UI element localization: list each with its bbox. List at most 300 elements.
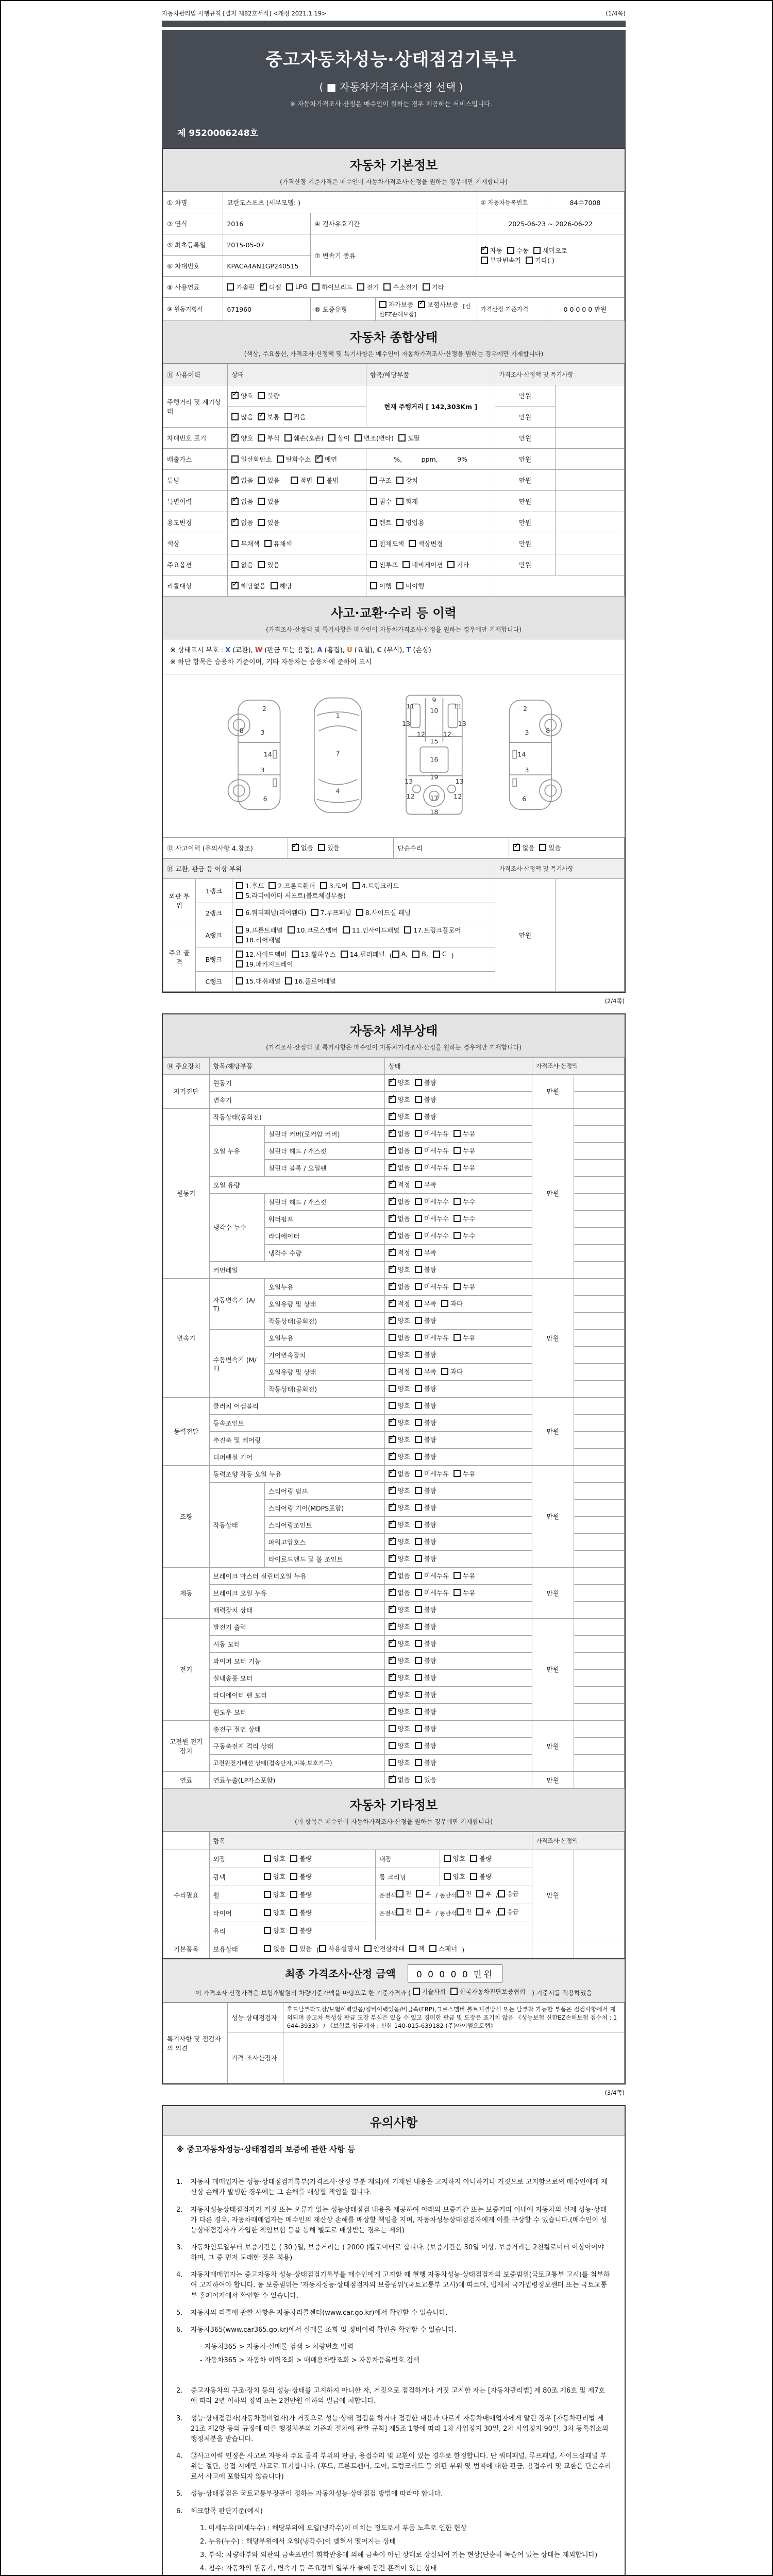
checkbox-option[interactable] (311, 908, 351, 917)
checked-checkbox-icon[interactable] (231, 434, 239, 442)
checkbox-option[interactable] (312, 282, 352, 292)
checked-checkbox-icon[interactable] (389, 1776, 396, 1783)
unchecked-checkbox-icon[interactable] (441, 1300, 448, 1307)
checkbox-option[interactable] (415, 1707, 436, 1716)
checkbox-option[interactable] (258, 560, 279, 569)
checkbox-option[interactable] (364, 1944, 405, 1953)
unchecked-checkbox-icon[interactable] (415, 1402, 422, 1409)
checkbox-option[interactable] (453, 1588, 475, 1597)
unchecked-checkbox-icon[interactable] (415, 1521, 422, 1528)
checkbox-option[interactable] (415, 1214, 449, 1223)
checkbox-option[interactable] (396, 1908, 411, 1916)
unchecked-checkbox-icon[interactable] (453, 1198, 461, 1205)
checked-checkbox-icon[interactable] (389, 1266, 396, 1273)
checkbox-option[interactable] (389, 1197, 410, 1206)
checkbox-option[interactable] (415, 1690, 436, 1699)
checkbox-option[interactable] (258, 497, 279, 506)
checkbox-option[interactable] (389, 1503, 410, 1512)
unchecked-checkbox-icon[interactable] (264, 1873, 271, 1880)
checkbox-option[interactable] (415, 1299, 436, 1308)
unchecked-checkbox-icon[interactable] (290, 1891, 297, 1898)
unchecked-checkbox-icon[interactable] (277, 455, 284, 463)
unchecked-checkbox-icon[interactable] (415, 1283, 422, 1290)
unchecked-checkbox-icon[interactable] (311, 909, 318, 916)
checkbox-option[interactable] (415, 1775, 436, 1784)
checked-checkbox-icon[interactable] (389, 1589, 396, 1596)
checkbox-option[interactable] (292, 843, 313, 852)
checked-checkbox-icon[interactable] (315, 455, 323, 463)
unchecked-checkbox-icon[interactable] (415, 1453, 422, 1460)
checked-checkbox-icon[interactable] (231, 392, 239, 399)
checkbox-option[interactable] (498, 1890, 518, 1898)
unchecked-checkbox-icon[interactable] (415, 1759, 422, 1766)
checkbox-option[interactable] (389, 1316, 410, 1325)
unchecked-checkbox-icon[interactable] (415, 1351, 422, 1358)
unchecked-checkbox-icon[interactable] (415, 1164, 422, 1171)
checkbox-option[interactable] (415, 1554, 436, 1563)
checkbox-option[interactable] (415, 1265, 436, 1274)
checkbox-option[interactable] (319, 1944, 359, 1953)
checkbox-option[interactable] (286, 283, 308, 291)
unchecked-checkbox-icon[interactable] (236, 892, 243, 899)
checkbox-option[interactable] (415, 1486, 436, 1495)
checkbox-option[interactable] (453, 1571, 475, 1580)
checkbox-option[interactable] (264, 1872, 285, 1881)
checkbox-option[interactable] (389, 1741, 410, 1750)
unchecked-checkbox-icon[interactable] (364, 1945, 372, 1952)
unchecked-checkbox-icon[interactable] (264, 540, 272, 547)
unchecked-checkbox-icon[interactable] (328, 434, 335, 442)
unchecked-checkbox-icon[interactable] (396, 1890, 404, 1897)
unchecked-checkbox-icon[interactable] (389, 1351, 396, 1358)
checkbox-option[interactable] (470, 1854, 492, 1863)
checked-checkbox-icon[interactable] (389, 1317, 396, 1324)
checkbox-option[interactable] (457, 1890, 472, 1898)
unchecked-checkbox-icon[interactable] (415, 1317, 422, 1324)
checked-checkbox-icon[interactable] (389, 1674, 396, 1681)
checkbox-option[interactable] (415, 1622, 436, 1631)
unchecked-checkbox-icon[interactable] (415, 1487, 422, 1494)
unchecked-checkbox-icon[interactable] (268, 882, 276, 889)
checkbox-option[interactable] (453, 1469, 475, 1478)
checkbox-option[interactable] (389, 1129, 410, 1138)
unchecked-checkbox-icon[interactable] (389, 1368, 396, 1375)
checkbox-option[interactable] (415, 1758, 436, 1767)
checkbox-option[interactable] (453, 1282, 475, 1291)
checkbox-option[interactable] (389, 1418, 410, 1427)
checkbox-option[interactable] (389, 1758, 410, 1767)
checkbox-option[interactable] (415, 1503, 436, 1512)
unchecked-checkbox-icon[interactable] (290, 1909, 297, 1916)
unchecked-checkbox-icon[interactable] (236, 926, 243, 934)
checkbox-option[interactable] (453, 1163, 475, 1172)
unchecked-checkbox-icon[interactable] (231, 540, 239, 547)
unchecked-checkbox-icon[interactable] (415, 1555, 422, 1562)
checkbox-option[interactable] (389, 1180, 410, 1189)
checkbox-option[interactable] (409, 539, 443, 548)
unchecked-checkbox-icon[interactable] (264, 1927, 271, 1934)
checkbox-option[interactable] (389, 1622, 410, 1631)
checked-checkbox-icon[interactable] (389, 1555, 396, 1562)
checkbox-option[interactable] (398, 433, 420, 443)
checkbox-option[interactable] (389, 1435, 410, 1444)
unchecked-checkbox-icon[interactable] (284, 434, 292, 442)
unchecked-checkbox-icon[interactable] (470, 1873, 477, 1880)
checkbox-option[interactable] (258, 476, 279, 485)
unchecked-checkbox-icon[interactable] (370, 519, 377, 526)
checkbox-option[interactable] (415, 1401, 436, 1410)
unchecked-checkbox-icon[interactable] (415, 1385, 422, 1392)
checkbox-option[interactable] (370, 518, 392, 527)
checkbox-option[interactable] (415, 1724, 436, 1733)
checkbox-option[interactable] (357, 282, 379, 292)
checkbox-option[interactable] (415, 1350, 436, 1359)
unchecked-checkbox-icon[interactable] (356, 909, 363, 916)
checkbox-option[interactable] (418, 300, 458, 309)
checkbox-option[interactable] (415, 1248, 436, 1257)
checkbox-option[interactable] (444, 1854, 465, 1863)
checkbox-option[interactable] (389, 1537, 410, 1546)
checkbox-option[interactable] (355, 433, 394, 443)
unchecked-checkbox-icon[interactable] (312, 283, 320, 291)
unchecked-checkbox-icon[interactable] (453, 1232, 461, 1239)
checkbox-option[interactable] (404, 925, 461, 935)
checked-checkbox-icon[interactable] (231, 477, 239, 484)
unchecked-checkbox-icon[interactable] (453, 1147, 461, 1154)
unchecked-checkbox-icon[interactable] (355, 434, 362, 442)
unchecked-checkbox-icon[interactable] (258, 519, 265, 526)
checkbox-option[interactable] (291, 476, 312, 485)
checkbox-option[interactable] (320, 881, 348, 890)
checkbox-option[interactable] (290, 1854, 312, 1863)
checkbox-option[interactable] (389, 1112, 410, 1121)
checkbox-option[interactable] (356, 908, 411, 917)
checkbox-option[interactable] (441, 1367, 463, 1376)
checkbox-option[interactable] (453, 1129, 475, 1138)
checked-checkbox-icon[interactable] (258, 413, 265, 420)
unchecked-checkbox-icon[interactable] (236, 977, 243, 985)
checkbox-option[interactable] (447, 560, 469, 569)
checkbox-option[interactable] (264, 1926, 285, 1935)
checkbox-option[interactable] (453, 1197, 475, 1206)
unchecked-checkbox-icon[interactable] (415, 1130, 422, 1137)
unchecked-checkbox-icon[interactable] (453, 1215, 461, 1222)
unchecked-checkbox-icon[interactable] (236, 882, 243, 889)
checkbox-option[interactable] (328, 433, 350, 443)
checked-checkbox-icon[interactable] (389, 1436, 396, 1443)
checkbox-option[interactable] (415, 1656, 436, 1665)
unchecked-checkbox-icon[interactable] (415, 1113, 422, 1120)
checkbox-option[interactable] (231, 433, 253, 443)
unchecked-checkbox-icon[interactable] (415, 1776, 422, 1783)
checkbox-option[interactable] (415, 1435, 436, 1444)
unchecked-checkbox-icon[interactable] (533, 247, 541, 254)
checkbox-option[interactable] (285, 976, 335, 986)
checkbox-option[interactable] (236, 935, 280, 944)
checked-checkbox-icon[interactable] (389, 1283, 396, 1290)
unchecked-checkbox-icon[interactable] (288, 926, 295, 934)
checkbox-option[interactable] (258, 433, 279, 443)
checked-checkbox-icon[interactable] (389, 1096, 396, 1103)
unchecked-checkbox-icon[interactable] (285, 977, 292, 985)
checkbox-option[interactable] (415, 1078, 436, 1087)
checkbox-option[interactable] (315, 454, 337, 464)
checkbox-option[interactable] (258, 518, 279, 527)
checkbox-option[interactable] (290, 1908, 312, 1917)
unchecked-checkbox-icon[interactable] (236, 909, 243, 916)
checkbox-option[interactable] (396, 518, 424, 527)
checkbox-option[interactable] (236, 925, 282, 935)
unchecked-checkbox-icon[interactable] (476, 1908, 483, 1916)
checkbox-option[interactable] (231, 539, 259, 548)
unchecked-checkbox-icon[interactable] (370, 498, 377, 505)
unchecked-checkbox-icon[interactable] (292, 951, 299, 958)
unchecked-checkbox-icon[interactable] (415, 1198, 422, 1205)
checkbox-option[interactable] (389, 1673, 410, 1682)
unchecked-checkbox-icon[interactable] (415, 1368, 422, 1375)
checkbox-option[interactable] (415, 1112, 436, 1121)
checkbox-option[interactable] (231, 454, 272, 464)
checked-checkbox-icon[interactable] (389, 1300, 396, 1307)
checkbox-option[interactable] (370, 581, 392, 590)
unchecked-checkbox-icon[interactable] (415, 1215, 422, 1222)
checkbox-option[interactable] (389, 1333, 410, 1342)
unchecked-checkbox-icon[interactable] (415, 1674, 422, 1681)
unchecked-checkbox-icon[interactable] (290, 1927, 297, 1934)
checkbox-option[interactable] (231, 518, 253, 527)
checkbox-option[interactable] (389, 1452, 410, 1461)
unchecked-checkbox-icon[interactable] (429, 1945, 436, 1952)
unchecked-checkbox-icon[interactable] (415, 1232, 422, 1239)
checkbox-option[interactable] (236, 891, 346, 900)
unchecked-checkbox-icon[interactable] (271, 582, 278, 589)
checked-checkbox-icon[interactable] (513, 844, 520, 851)
checked-checkbox-icon[interactable] (389, 1249, 396, 1256)
unchecked-checkbox-icon[interactable] (423, 283, 430, 291)
checkbox-option[interactable] (231, 497, 253, 506)
checkbox-option[interactable] (231, 412, 253, 421)
unchecked-checkbox-icon[interactable] (453, 1470, 461, 1477)
checkbox-option[interactable] (396, 476, 418, 485)
checkbox-option[interactable] (290, 1872, 312, 1881)
checkbox-option[interactable] (264, 539, 292, 548)
unchecked-checkbox-icon[interactable] (231, 455, 239, 463)
unchecked-checkbox-icon[interactable] (415, 1334, 422, 1341)
unchecked-checkbox-icon[interactable] (507, 247, 514, 254)
unchecked-checkbox-icon[interactable] (444, 1855, 451, 1862)
checkbox-option[interactable] (470, 1872, 492, 1881)
checkbox-option[interactable] (389, 1265, 410, 1274)
checkbox-option[interactable] (389, 1384, 410, 1393)
unchecked-checkbox-icon[interactable] (396, 1908, 404, 1916)
unchecked-checkbox-icon[interactable] (444, 1873, 451, 1880)
checked-checkbox-icon[interactable] (260, 283, 267, 291)
checked-checkbox-icon[interactable] (389, 1470, 396, 1477)
unchecked-checkbox-icon[interactable] (453, 1164, 461, 1171)
checkbox-option[interactable] (284, 412, 306, 421)
checkbox-option[interactable] (271, 581, 292, 590)
checkbox-option[interactable] (389, 1486, 410, 1495)
unchecked-checkbox-icon[interactable] (453, 1589, 461, 1596)
checkbox-option[interactable] (507, 246, 529, 255)
checkbox-option[interactable] (389, 1724, 410, 1733)
checkbox-option[interactable] (389, 1656, 410, 1665)
unchecked-checkbox-icon[interactable] (389, 1385, 396, 1392)
checkbox-option[interactable] (423, 282, 444, 292)
unchecked-checkbox-icon[interactable] (415, 1742, 422, 1749)
checkbox-option[interactable] (429, 1944, 457, 1953)
checkbox-option[interactable] (415, 1384, 436, 1393)
unchecked-checkbox-icon[interactable] (264, 1891, 271, 1898)
unchecked-checkbox-icon[interactable] (396, 477, 404, 484)
checkbox-option[interactable] (317, 476, 339, 485)
unchecked-checkbox-icon[interactable] (453, 1283, 461, 1290)
checkbox-option[interactable] (444, 1872, 465, 1881)
unchecked-checkbox-icon[interactable] (409, 1945, 416, 1952)
unchecked-checkbox-icon[interactable] (415, 1300, 422, 1307)
checked-checkbox-icon[interactable] (389, 1606, 396, 1613)
checkbox-option[interactable] (370, 476, 392, 485)
checkbox-option[interactable] (396, 581, 424, 590)
unchecked-checkbox-icon[interactable] (415, 1436, 422, 1443)
unchecked-checkbox-icon[interactable] (416, 1890, 423, 1897)
checkbox-option[interactable] (231, 560, 253, 569)
checkbox-option[interactable] (526, 256, 554, 265)
unchecked-checkbox-icon[interactable] (415, 1096, 422, 1103)
unchecked-checkbox-icon[interactable] (415, 1589, 422, 1596)
unchecked-checkbox-icon[interactable] (415, 1181, 422, 1188)
checkbox-option[interactable] (389, 1469, 410, 1478)
unchecked-checkbox-icon[interactable] (413, 1988, 420, 1995)
unchecked-checkbox-icon[interactable] (476, 1890, 483, 1897)
checkbox-option[interactable] (415, 1418, 436, 1427)
checkbox-option[interactable] (476, 1890, 491, 1898)
checkbox-option[interactable] (533, 246, 567, 255)
checked-checkbox-icon[interactable] (481, 247, 488, 254)
checkbox-option[interactable] (290, 1926, 312, 1935)
checkbox-option[interactable] (258, 412, 279, 421)
checkbox-option[interactable] (264, 1908, 285, 1917)
checkbox-option[interactable] (396, 497, 418, 506)
checkbox-option[interactable] (415, 1316, 436, 1325)
unchecked-checkbox-icon[interactable] (415, 1572, 422, 1579)
checkbox-option[interactable] (389, 1367, 410, 1376)
checkbox-option[interactable] (498, 1908, 518, 1916)
unchecked-checkbox-icon[interactable] (450, 1988, 458, 1995)
checkbox-option[interactable] (416, 1890, 431, 1898)
checked-checkbox-icon[interactable] (389, 1419, 396, 1426)
checkbox-option[interactable] (396, 1890, 411, 1898)
checkbox-option[interactable] (481, 256, 521, 265)
checkbox-option[interactable] (413, 1987, 446, 1996)
unchecked-checkbox-icon[interactable] (396, 582, 404, 589)
checked-checkbox-icon[interactable] (389, 1147, 396, 1154)
unchecked-checkbox-icon[interactable] (415, 1470, 422, 1477)
unchecked-checkbox-icon[interactable] (415, 1504, 422, 1511)
unchecked-checkbox-icon[interactable] (389, 1742, 396, 1749)
checked-checkbox-icon[interactable] (389, 1181, 396, 1188)
checkbox-option[interactable] (389, 1214, 410, 1223)
unchecked-checkbox-icon[interactable] (291, 477, 298, 484)
unchecked-checkbox-icon[interactable] (290, 1873, 297, 1880)
unchecked-checkbox-icon[interactable] (379, 301, 386, 308)
unchecked-checkbox-icon[interactable] (258, 498, 265, 505)
unchecked-checkbox-icon[interactable] (453, 1130, 461, 1137)
unchecked-checkbox-icon[interactable] (539, 844, 546, 851)
unchecked-checkbox-icon[interactable] (415, 1640, 422, 1647)
checkbox-option[interactable] (415, 1163, 449, 1172)
checkbox-option[interactable] (513, 843, 534, 852)
checked-checkbox-icon[interactable] (292, 844, 299, 851)
unchecked-checkbox-icon[interactable] (370, 540, 377, 547)
checked-checkbox-icon[interactable] (389, 1640, 396, 1647)
unchecked-checkbox-icon[interactable] (231, 561, 239, 568)
unchecked-checkbox-icon[interactable] (231, 413, 239, 420)
unchecked-checkbox-icon[interactable] (284, 413, 292, 420)
checkbox-option[interactable] (389, 1690, 410, 1699)
unchecked-checkbox-icon[interactable] (370, 561, 377, 568)
unchecked-checkbox-icon[interactable] (264, 1909, 271, 1916)
checkbox-option[interactable] (383, 282, 417, 292)
checkbox-option[interactable] (415, 1673, 436, 1682)
checked-checkbox-icon[interactable] (389, 1198, 396, 1205)
checkbox-option[interactable] (318, 843, 340, 852)
checkbox-option[interactable] (415, 1605, 436, 1614)
checkbox-option[interactable] (227, 282, 255, 292)
checkbox-option[interactable] (457, 1908, 472, 1916)
checkbox-option[interactable] (389, 1571, 410, 1580)
checkbox-option[interactable] (389, 1078, 410, 1087)
checkbox-option[interactable] (370, 539, 404, 548)
checkbox-option[interactable] (389, 1401, 410, 1410)
checkbox-option[interactable] (415, 1180, 436, 1189)
checked-checkbox-icon[interactable] (231, 582, 239, 589)
checkbox-option[interactable] (236, 950, 287, 959)
unchecked-checkbox-icon[interactable] (396, 498, 404, 505)
checked-checkbox-icon[interactable] (389, 1487, 396, 1494)
checkbox-option[interactable] (343, 925, 399, 935)
unchecked-checkbox-icon[interactable] (343, 926, 350, 934)
checkbox-option[interactable] (389, 1231, 410, 1240)
unchecked-checkbox-icon[interactable] (264, 1945, 271, 1952)
unchecked-checkbox-icon[interactable] (416, 1908, 423, 1916)
unchecked-checkbox-icon[interactable] (258, 392, 265, 399)
checkbox-option[interactable] (389, 1605, 410, 1614)
unchecked-checkbox-icon[interactable] (415, 1725, 422, 1732)
unchecked-checkbox-icon[interactable] (264, 1855, 271, 1862)
checkbox-option[interactable] (481, 246, 502, 255)
checkbox-option[interactable] (389, 1520, 410, 1529)
checkbox-option[interactable] (290, 1890, 312, 1899)
unchecked-checkbox-icon[interactable] (402, 561, 410, 568)
unchecked-checkbox-icon[interactable] (258, 561, 265, 568)
unchecked-checkbox-icon[interactable] (389, 951, 399, 959)
checkbox-option[interactable] (415, 1452, 436, 1461)
checkbox-option[interactable] (389, 1282, 410, 1291)
unchecked-checkbox-icon[interactable] (398, 434, 406, 442)
unchecked-checkbox-icon[interactable] (341, 951, 348, 958)
checkbox-option[interactable] (415, 1537, 436, 1546)
checked-checkbox-icon[interactable] (389, 1232, 396, 1239)
checkbox-option[interactable] (236, 976, 280, 986)
unchecked-checkbox-icon[interactable] (415, 1249, 422, 1256)
unchecked-checkbox-icon[interactable] (415, 1079, 422, 1086)
unchecked-checkbox-icon[interactable] (236, 960, 243, 968)
unchecked-checkbox-icon[interactable] (415, 1538, 422, 1545)
checkbox-option[interactable] (415, 1095, 436, 1104)
checkbox-option[interactable] (292, 950, 336, 959)
checked-checkbox-icon[interactable] (231, 498, 239, 505)
